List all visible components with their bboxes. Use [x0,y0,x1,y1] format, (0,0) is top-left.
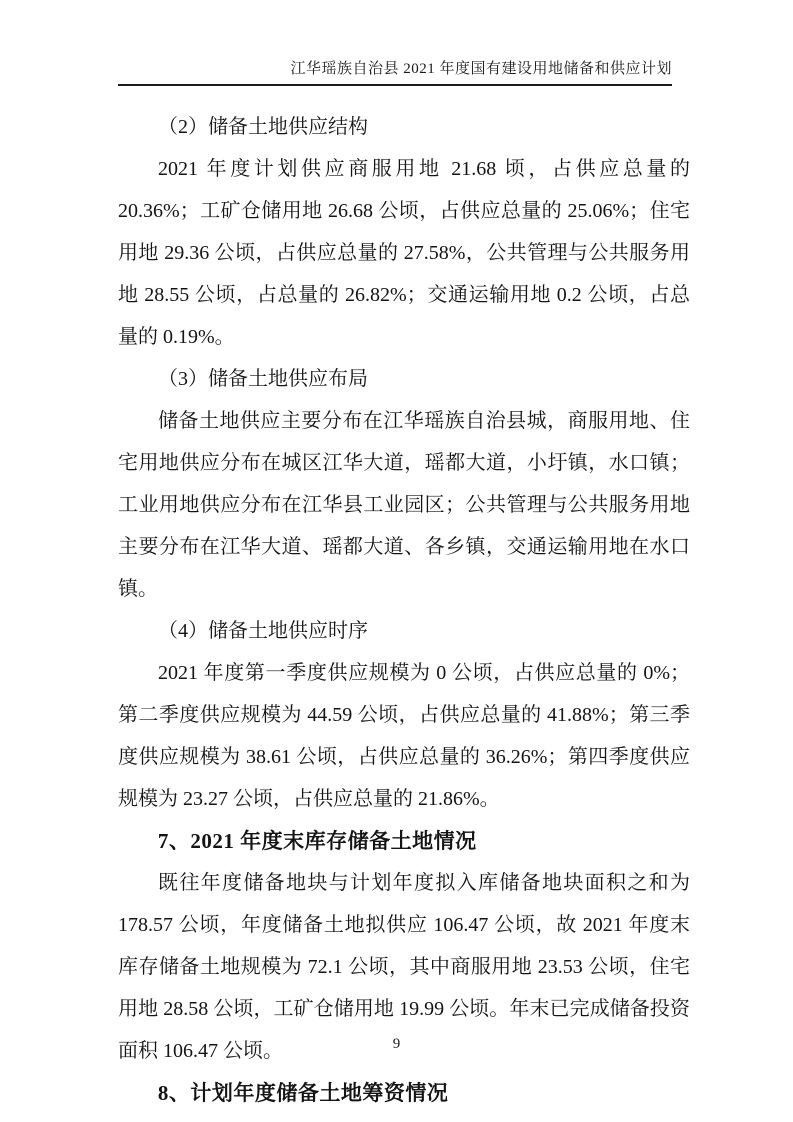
page-footer [0,1036,793,1053]
paragraph-supply-structure: 2021 年度计划供应商服用地 21.68 顷，占供应总量的 20.36%；工矿仓储用地 26.68 公顷，占供应总量的 25.06%；住宅用地 29.36 公顷，占供应总量的 27.58%，公共管理与公共服务用地 28.55 公顷，占总量的 26.82%；交通运输用地 0.2 公顷，占总量的 0.19%。 [118,158,690,348]
subheading-supply-structure: （2）储备土地供应结构 [158,116,368,138]
paragraph-supply-layout: 储备土地供应主要分布在江华瑶族自治县城，商服用地、住宅用地供应分布在城区江华大道，瑶都大道，小圩镇，水口镇；工业用地供应分布在江华县工业园区；公共管理与公共服务用地主要分布在江华大道、瑶都大道、各乡镇，交通运输用地在水口镇。 [118,410,690,600]
page-number: 9 [392,1036,401,1052]
running-header-title: 江华瑶族自治县 2021 年度国有建设用地储备和供应计划 [290,61,672,77]
paragraph-supply-timing: 2021 年度第一季度供应规模为 0 公顷，占供应总量的 0%；第二季度供应规模为 44.59 公顷，占供应总量的 41.88%；第三季度供应规模为 38.61 公顷，占供应总量的 36.26%；第四季度供应规模为 23.27 公顷，占供应总量的 21.86%。 [118,662,690,810]
heading-financing: 8、计划年度储备土地筹资情况 [157,1081,449,1105]
subheading-supply-timing: （4）储备土地供应时序 [158,620,368,642]
subheading-supply-layout: （3）储备土地供应布局 [158,368,368,390]
paragraph-year-end-inventory: 既往年度储备地块与计划年度拟入库储备地块面积之和为 178.57 公顷，年度储备土地拟供应 106.47 公顷，故 2021 年度末库存储备土地规模为 72.1 公顷，其中商服用地 23.53 公顷，住宅用地 28.58 公顷，工矿仓储用地 19.99 公顷。年末已完成储备投资面积 106.47 公顷。 [118,872,690,1062]
document-body [118,106,690,1114]
running-header [118,57,672,86]
heading-year-end-inventory: 7、2021 年度末库存储备土地情况 [157,829,477,853]
